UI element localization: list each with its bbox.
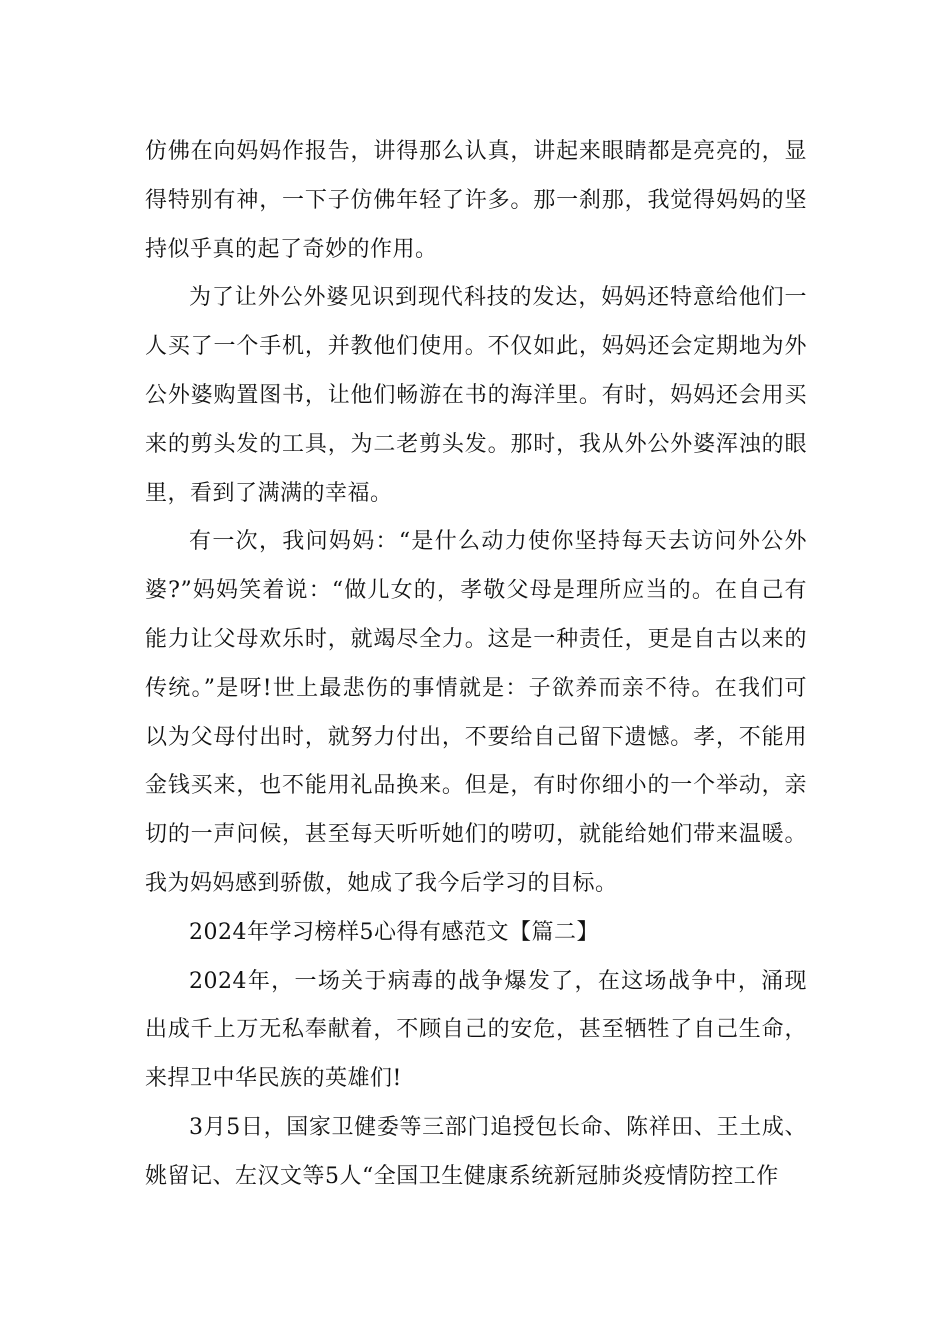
paragraph-award: 3月5日，国家卫健委等三部门追授包长命、陈祥田、王土成、姚留记、左汉文等5人“全国卫生健康系统新冠肺炎疫情防控工作 (145, 1114, 807, 1189)
paragraph-continuation: 仿佛在向妈妈作报告，讲得那么认真，讲起来眼睛都是亮亮的，显得特别有神，一下子仿佛年轻了许多。那一刹那，我觉得妈妈的坚持似乎真的起了奇妙的作用。 (145, 139, 807, 262)
paragraph-conversation: 有一次，我问妈妈：“是什么动力使你坚持每天去访问外公外婆?”妈妈笑着说：“做儿女的，孝敬父母是理所应当的。在自己有能力让父母欢乐时，就竭尽全力。这是一种责任，更是自古以来的传统。”是呀!世上最悲伤的事情就是：子欲养而亲不待。在我们可以为父母付出时，就努力付出，不要给自己留下遗憾。孝，不能用金钱买来，也不能用礼品换来。但是，有时你细小的一个举动，亲切的一声问候，甚至每天听听她们的唠叨，就能给她们带来温暖。我为妈妈感到骄傲，她成了我今后学习的目标。 (145, 529, 807, 896)
paragraph-war: 2024年，一场关于病毒的战争爆发了，在这场战争中，涌现出成千上万无私奉献着，不顾自己的安危，甚至牺牲了自己生命，来捍卫中华民族的英雄们! (145, 968, 807, 1092)
section-heading: 2024年学习榜样5心得有感范文【篇二】 (189, 919, 599, 945)
paragraph-technology: 为了让外公外婆见识到现代科技的发达，妈妈还特意给他们一人买了一个手机，并教他们使用。不仅如此，妈妈还会定期地为外公外婆购置图书，让他们畅游在书的海洋里。有时，妈妈还会用买来的剪头发的工具，为二老剪头发。那时，我从外公外婆浑浊的眼里，看到了满满的幸福。 (145, 285, 807, 506)
document-body (145, 128, 807, 1202)
